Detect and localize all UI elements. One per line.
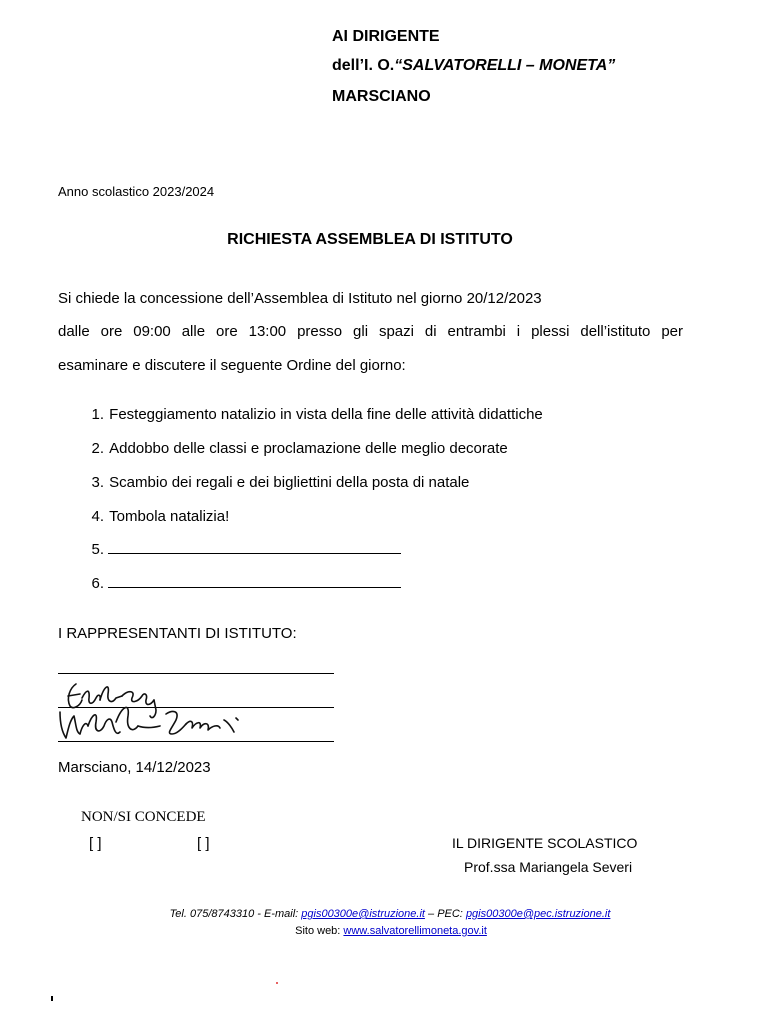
agenda-item xyxy=(58,406,543,423)
agenda-number: 5. xyxy=(91,541,104,558)
addressee-line-2 xyxy=(332,57,615,75)
footer-pec-label: – PEC: xyxy=(428,908,463,920)
agenda-item xyxy=(58,508,229,525)
footer-tel: Tel. 075/8743310 - E-mail: xyxy=(169,908,299,920)
agenda-blank-line xyxy=(108,575,401,588)
addressee-school-name: “SALVATORELLI – MONETA” xyxy=(394,57,616,74)
document-title: RICHIESTA ASSEMBLEA DI ISTITUTO xyxy=(227,231,513,248)
representatives-label: I RAPPRESENTANTI DI ISTITUTO: xyxy=(58,625,297,642)
agenda-number: 6. xyxy=(91,575,104,592)
footer-email-link[interactable]: pgis00300e@istruzione.it xyxy=(301,908,425,920)
body-line-3: esaminare e discutere il seguente Ordine del giorno: xyxy=(58,357,406,374)
agenda-number: 2. xyxy=(91,440,104,457)
addressee-line-1: AI DIRIGENTE xyxy=(332,28,440,45)
addressee-prefix: dell’I. O. xyxy=(332,57,395,74)
page-edge-mark xyxy=(51,996,53,1001)
signature-line xyxy=(58,673,334,674)
agenda-item xyxy=(58,474,469,491)
agenda-number: 4. xyxy=(91,508,104,525)
agenda-item xyxy=(58,440,508,457)
footer-site-link[interactable]: www.salvatorellimoneta.gov.it xyxy=(343,925,487,937)
body-line-1: Si chiede la concessione dell’Assemblea di Istituto nel giorno 20/12/2023 xyxy=(58,290,542,307)
footer-contacts xyxy=(0,908,768,920)
footer-site-label: Sito web: xyxy=(295,925,341,937)
agenda-text: Scambio dei regali e dei bigliettini della posta di natale xyxy=(109,474,470,491)
addressee-line-3: MARSCIANO xyxy=(332,88,431,105)
dirigente-name: Prof.ssa Mariangela Severi xyxy=(464,859,633,875)
agenda-text: Festeggiamento natalizio in vista della fine delle attività didattiche xyxy=(109,406,543,423)
concede-checkbox-yes[interactable]: [ ] xyxy=(197,835,210,852)
agenda-blank-line xyxy=(108,541,401,554)
school-year: Anno scolastico 2023/2024 xyxy=(58,184,215,199)
agenda-item-blank xyxy=(58,575,401,592)
date-line: Marsciano, 14/12/2023 xyxy=(58,759,211,776)
agenda-number: 3. xyxy=(91,474,104,491)
body-line-2: dalle ore 09:00 alle ore 13:00 presso gli spazi di entrambi i plessi dell’istituto per xyxy=(58,323,683,340)
footer-pec-link[interactable]: pgis00300e@pec.istruzione.it xyxy=(465,908,611,920)
handwritten-signatures xyxy=(56,676,256,752)
dirigente-title: IL DIRIGENTE SCOLASTICO xyxy=(452,835,638,851)
agenda-item-blank xyxy=(58,541,401,558)
agenda-text: Tombola natalizia! xyxy=(109,508,230,525)
red-dot-mark xyxy=(276,982,278,984)
concede-label: NON/SI CONCEDE xyxy=(81,809,206,825)
footer-website xyxy=(0,925,768,937)
agenda-text: Addobbo delle classi e proclamazione delle meglio decorate xyxy=(109,440,508,457)
agenda-number: 1. xyxy=(91,406,104,423)
concede-checkbox-no[interactable]: [ ] xyxy=(89,835,102,852)
